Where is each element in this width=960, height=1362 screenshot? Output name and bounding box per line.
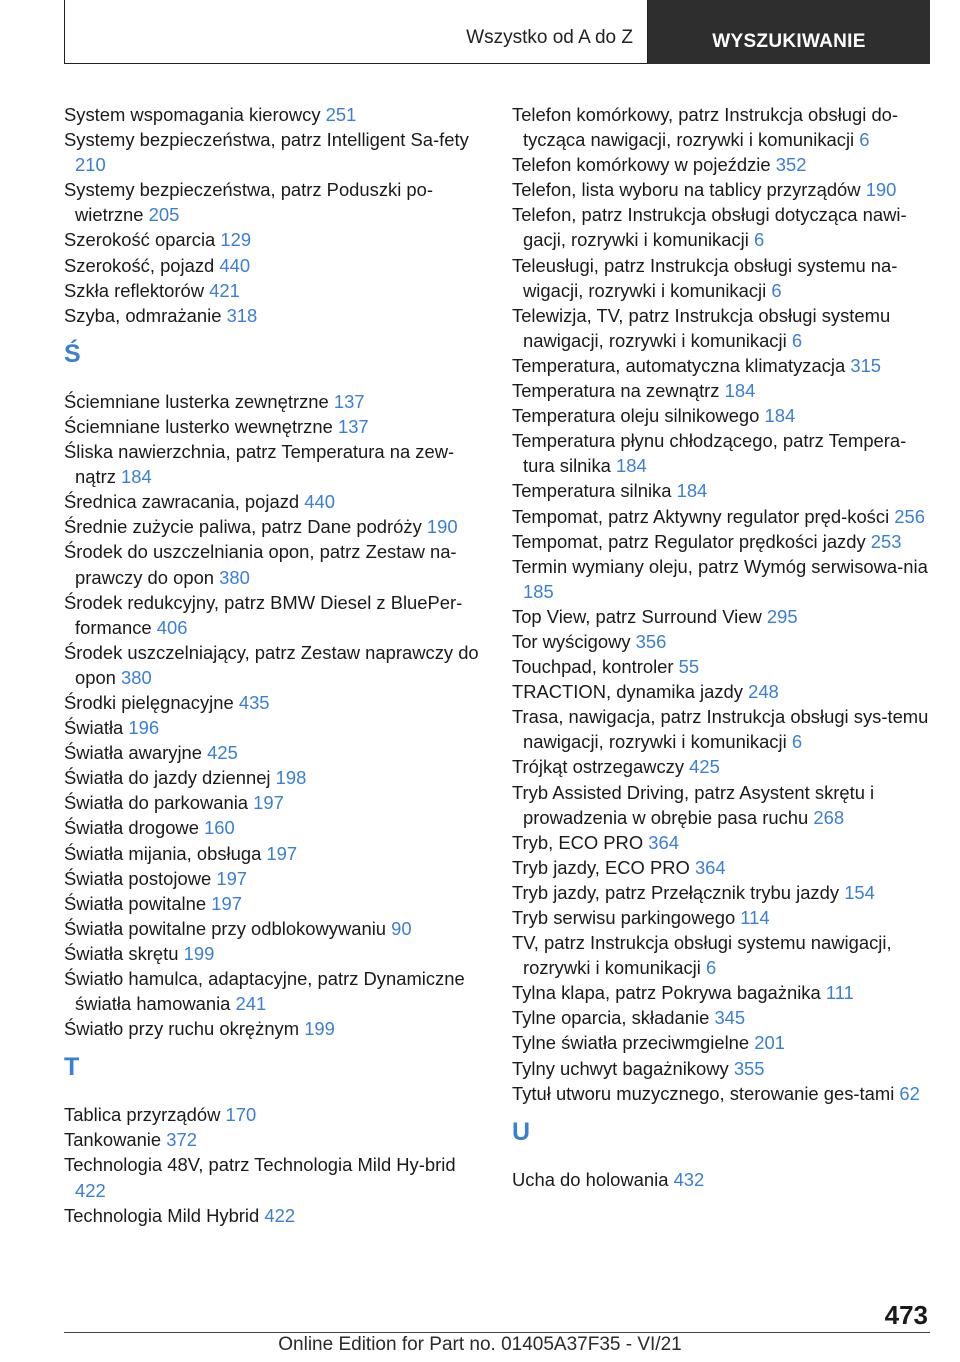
index-entry [512,253,932,303]
index-entry-text: Telefon komórkowy w pojeździe [512,154,771,176]
page-reference-link[interactable]: 422 [75,1179,106,1201]
page-reference-link[interactable]: 253 [870,530,902,552]
index-entry-text: Tankowanie [64,1129,162,1151]
index-entry-text: Tryb serwisu parkingowego [512,907,736,928]
index-entry-text: Światła awaryjne [64,742,202,764]
page-reference-link[interactable]: 256 [894,505,925,527]
search-tab-label: WYSZUKIWANIE [712,31,866,52]
page-reference-link[interactable]: 315 [850,354,882,376]
index-entry [512,478,932,503]
index-entry-text: TRACTION, dynamika jazdy [512,681,743,703]
page-reference-link[interactable]: 6 [705,957,717,979]
index-entry-text: Światło hamulca, adaptacyjne, patrz Dynamiczne światła hamowania [64,968,465,1015]
index-entry [512,554,932,604]
page-reference-link[interactable]: 190 [865,179,897,201]
page-reference-link[interactable]: 198 [275,767,307,789]
page-reference-link[interactable]: 6 [791,329,803,351]
index-entry-text: Ściemniane lusterko wewnętrzne [64,415,333,437]
index-entry-text: Ucha do holowania [512,1168,669,1190]
index-entry [64,815,484,840]
index-entry [64,640,484,690]
index-entry-text: Szyba, odmrażanie [64,304,222,326]
page-reference-link[interactable]: 380 [219,566,250,588]
index-entry-text: Tempomat, patrz Regulator prędkości jazdy [512,530,866,552]
index-entry-text: Telefon, patrz Instrukcja obsługi dotycząca nawi-gacji, rozrywki i komunikacji [512,204,907,251]
index-entry [512,202,932,252]
index-entry-text: Środki pielęgnacyjne [64,691,234,713]
index-entry-text: Temperatura płynu chłodzącego, patrz Tempera-tura silnika [512,430,907,477]
search-tab[interactable] [648,0,930,64]
index-entry [64,489,484,514]
page-reference-link[interactable]: 184 [676,480,708,502]
index-entry [512,529,932,554]
index-entry-text: Tryb Assisted Driving, patrz Asystent skrętu i prowadzenia w obrębie pasa ruchu [512,781,875,828]
index-entry [512,504,932,529]
footer-divider [64,1332,930,1333]
index-entry [64,227,484,252]
index-entry-text: Telefon komórkowy, patrz Instrukcja obsługi do-tycząca nawigacji, rozrywki i komunikacji [512,104,899,151]
index-entry [512,403,932,428]
index-entry-text: Termin wymiany oleju, patrz Wymóg serwisowa-nia [512,555,928,577]
index-entry-text: Tor wyścigowy [512,630,631,652]
index-entry [64,941,484,966]
index-entry-text: Tryb jazdy, patrz Przełącznik trybu jazdy [512,881,840,903]
page-reference-link[interactable]: 6 [771,279,782,301]
page-reference-link[interactable]: 199 [304,1018,335,1040]
index-letter-heading: Ś [64,339,81,368]
index-entry [64,790,484,815]
page-reference-link[interactable]: 6 [791,731,803,753]
index-entry-text: Śliska nawierzchnia, patrz Temperatura na zew-nątrz [64,441,455,488]
index-entry [512,704,932,754]
index-entry-text: Światła do parkowania [64,792,249,814]
index-entry [64,966,484,1016]
section-header [64,0,648,64]
page-reference-link[interactable]: 352 [775,154,807,176]
index-entry-text: Technologia 48V, patrz Technologia Mild Hy-brid [64,1154,456,1176]
index-entry [512,754,932,779]
index-entry-text: Tylna klapa, patrz Pokrywa bagażnika [512,982,821,1004]
page-reference-link[interactable]: 190 [426,516,458,538]
index-entry [64,514,484,539]
page-reference-link[interactable]: 241 [235,993,267,1015]
index-entry-text: Środek uszczelniający, patrz Zestaw naprawczy do opon [64,641,479,688]
index-entry [512,905,932,930]
page-reference-link[interactable]: 184 [616,455,647,477]
index-entry-text: Światła do jazdy dziennej [64,767,271,789]
page-reference-link[interactable]: 184 [724,380,756,402]
index-entry [64,1102,484,1127]
index-entry-text: Systemy bezpieczeństwa, patrz Intelligent Sa-fety [64,129,469,151]
index-entry-text: Top View, patrz Surround View [512,605,762,627]
page-reference-link[interactable]: 421 [209,279,240,301]
index-entry [64,590,484,640]
index-entry-text: Touchpad, kontroler [512,656,674,678]
index-entry-text: Szkła reflektorów [64,279,205,301]
index-entry-text: System wspomagania kierowcy [64,104,321,125]
index-entry [512,353,932,378]
index-entry-text: Szerokość oparcia [64,229,216,251]
page-reference-link[interactable]: 170 [225,1104,257,1126]
index-entry [512,378,932,403]
index-entry-text: Telefon, lista wyboru na tablicy przyrządów [512,179,861,201]
index-entry [512,855,932,880]
page-reference-link[interactable]: 318 [226,304,258,326]
index-entry [512,1056,932,1081]
index-entry [64,715,484,740]
page-reference-link[interactable]: 137 [333,390,365,412]
index-entry-text: Światła drogowe [64,817,199,839]
index-entry-text: Średnica zawracania, pojazd [64,491,300,513]
index-entry-text: Teleusługi, patrz Instrukcja obsługi systemu na-wigacji, rozrywki i komunikacji [512,254,898,301]
page-reference-link[interactable]: 184 [121,466,152,488]
section-title: Wszystko od A do Z [466,27,633,48]
index-entry [64,916,484,941]
index-entry [512,428,932,478]
page-reference-link[interactable]: 111 [825,982,854,1004]
index-entry [512,830,932,855]
index-entry-text: Tablica przyrządów [64,1104,221,1126]
index-entry-text: Tryb jazdy, ECO PRO [512,856,690,878]
index-entry [512,1081,932,1106]
index-letter-heading: U [512,1117,531,1146]
page-reference-link[interactable]: 372 [166,1129,197,1151]
index-entry [512,880,932,905]
index-entry [64,891,484,916]
index-entry [64,690,484,715]
index-entry [512,177,932,202]
page-reference-link[interactable]: 432 [673,1168,705,1190]
index-letter-heading: T [64,1053,80,1082]
index-entry-text: Tempomat, patrz Aktywny regulator pręd-kości [512,505,890,527]
index-entry-text: Tryb, ECO PRO [512,831,644,853]
index-entry [64,439,484,489]
edition-footer: Online Edition for Part no. 01405A37F35 - VI/21 [278,1334,682,1355]
index-entry [512,1167,932,1192]
page-reference-link[interactable]: 55 [678,656,700,678]
index-entry-text: Światła postojowe [64,867,212,889]
page-reference-link[interactable]: 205 [148,204,180,226]
index-entry-text: Tylne światła przeciwmgielne [512,1032,750,1054]
index-entry [512,303,932,353]
index-entry [64,414,484,439]
page-reference-link[interactable]: 154 [844,881,875,903]
page-reference-link[interactable]: 197 [211,892,242,914]
index-entry [64,177,484,227]
index-entry-text: Tylne oparcia, składanie [512,1007,710,1029]
index-entry [512,1030,932,1055]
index-entry [512,102,932,152]
page-number: 473 [884,1300,928,1330]
page-reference-link[interactable]: 406 [156,616,188,638]
index-entry-text: Temperatura, automatyczna klimatyzacja [512,354,846,376]
index-entry-text: Temperatura na zewnątrz [512,380,720,402]
index-entry [64,765,484,790]
index-entry [512,980,932,1005]
index-entry-text: Światło przy ruchu okrężnym [64,1018,300,1040]
index-entry-text: Światła powitalne [64,892,207,914]
index-entry-text: Światła powitalne przy odblokowywaniu [64,917,387,939]
page-reference-link[interactable]: 114 [740,907,770,928]
page-reference-link[interactable]: 197 [266,842,298,864]
page-reference-link[interactable]: 90 [391,917,412,939]
index-entry-text: Średnie zużycie paliwa, patrz Dane podróży [64,516,422,538]
page-reference-link[interactable]: 197 [216,867,248,889]
index-entry [512,604,932,629]
index-entry-text: Tytuł utworu muzycznego, sterowanie ges-tami [512,1082,895,1104]
index-entry-text: Tylny uchwyt bagażnikowy [512,1057,729,1079]
index-entry [64,278,484,303]
index-entry [64,1203,484,1228]
page-reference-link[interactable]: 185 [523,580,554,602]
index-entry [64,1152,484,1202]
index-entry-text: Środek do uszczelniania opon, patrz Zestaw na-prawczy do opon [64,541,457,588]
index-column-left [64,102,484,1228]
index-entry [64,253,484,278]
index-entry [512,1005,932,1030]
index-entry-text: Temperatura oleju silnikowego [512,405,760,427]
index-entry-text: Środek redukcyjny, patrz BMW Diesel z BluePer-formance [64,591,463,638]
index-entry [64,866,484,891]
page-reference-link[interactable]: 364 [648,831,679,853]
page-reference-link[interactable]: 184 [764,405,796,427]
page-reference-link[interactable]: 6 [753,229,765,251]
index-entry-text: Technologia Mild Hybrid [64,1204,260,1226]
page-reference-link[interactable]: 160 [204,817,235,839]
index-entry [64,539,484,589]
index-entry [64,127,484,177]
page-reference-link[interactable]: 248 [748,681,779,703]
index-entry [64,389,484,414]
page-reference-link[interactable]: 422 [264,1204,296,1226]
index-entry-text: Szerokość, pojazd [64,254,215,276]
page-reference-link[interactable]: 210 [75,154,106,176]
index-entry [512,629,932,654]
page-reference-link[interactable]: 62 [899,1082,920,1104]
index-entry-text: Trójkąt ostrzegawczy [512,756,685,778]
page-reference-link[interactable]: 345 [714,1007,746,1029]
page-reference-link[interactable]: 425 [689,756,720,778]
index-entry [512,152,932,177]
page-reference-link[interactable]: 251 [325,104,357,125]
index-entry-text: TV, patrz Instrukcja obsługi systemu nawigacji, rozrywki i komunikacji [512,932,892,979]
index-entry [64,102,484,127]
page-reference-link[interactable]: 356 [635,630,667,652]
page-reference-link[interactable]: 197 [253,792,284,814]
index-entry [64,303,484,328]
index-entry-text: Światła skrętu [64,942,179,964]
index-entry [64,1127,484,1152]
page-reference-link[interactable]: 440 [219,254,251,276]
page-reference-link[interactable]: 268 [813,806,845,828]
index-entry [512,654,932,679]
page-reference-link[interactable]: 137 [337,415,369,437]
page-header [64,0,930,64]
page-reference-link[interactable]: 129 [220,229,252,251]
index-entry [512,930,932,980]
index-entry-text: Temperatura silnika [512,480,672,502]
index-entry-text: Systemy bezpieczeństwa, patrz Poduszki po-wietrzne [64,179,433,226]
index-entry-text: Światła mijania, obsługa [64,842,262,864]
page-reference-link[interactable]: 201 [754,1032,785,1054]
page-reference-link[interactable]: 355 [733,1057,765,1079]
index-entry-text: Ściemniane lusterka zewnętrzne [64,390,329,412]
index-entry [64,841,484,866]
page-reference-link[interactable]: 435 [238,691,270,713]
index-entry-text: Trasa, nawigacja, patrz Instrukcja obsługi sys-temu nawigacji, rozrywki i komunikacji [512,706,929,753]
page-reference-link[interactable]: 440 [304,491,335,513]
index-entry-text: Światła [64,717,124,739]
page-reference-link[interactable]: 199 [183,942,215,964]
index-entry [64,740,484,765]
page-reference-link[interactable]: 295 [766,605,798,627]
page-reference-link[interactable]: 6 [859,129,870,151]
index-entry [512,679,932,704]
index-entry [64,1016,484,1041]
page-reference-link[interactable]: 364 [694,856,726,878]
index-entry-text: Telewizja, TV, patrz Instrukcja obsługi systemu nawigacji, rozrywki i komunikacji [512,304,891,351]
index-entry [512,780,932,830]
page-reference-link[interactable]: 196 [128,717,160,739]
page-reference-link[interactable]: 425 [207,742,238,764]
index-column-right [512,102,932,1192]
page-reference-link[interactable]: 380 [121,666,152,688]
